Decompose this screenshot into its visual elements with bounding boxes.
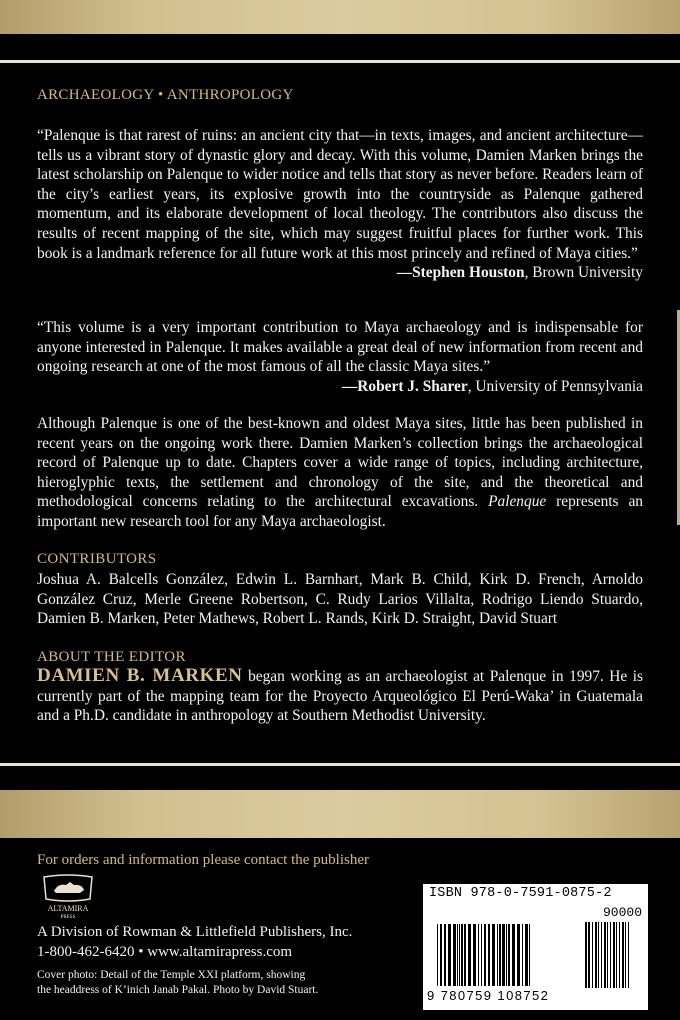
barcode-bar [484,924,486,986]
addon-bar [619,922,620,988]
photo-credit-line2: the headdress of K’inich Janab Pakal. Photo by David Stuart. [37,984,319,996]
isbn-barcode [423,884,648,1010]
barcode-bar [448,924,451,986]
quote-affiliation: , University of Pennsylvania [467,377,643,395]
barcode-bar [525,924,528,986]
addon-bar [604,922,606,988]
barcode-bar [459,924,460,986]
barcode-bar [444,924,446,986]
barcode-bar [529,924,530,986]
quote-text: “Palenque is that rarest of ruins: an ancient city that—in texts, images, and ancient architecture—tells us a vibrant story of dynastic glory and decay. With this volume, Damien Marken brings the latest scholarship on Palenque to wider notice and tells that story as never before. Readers learn of the city’s earliest years, its explosive growth into the countryside as Palenque gathered momentum, and its elaborate development of local theology. The contributors also discuss the results of recent mapping of the site, which may suggest fruitful places for further work. This book is a landmark reference for all future work at this most princely and refined of Maya cities.” [37,127,643,262]
addon-bar [588,922,590,988]
description-text-end: represents an important new research tool for any Maya archaeologist. [37,493,643,530]
barcode-bar [508,924,510,986]
addon-bar [585,922,587,988]
publisher-info [37,922,352,962]
quote-affiliation: , Brown University [524,264,643,282]
about-editor-text [37,666,643,726]
publisher-division: A Division of Rowman & Littlefield Publishers, Inc. [37,924,353,940]
barcode-bar [506,924,507,986]
addon-bar [628,922,629,988]
review-quote-houston [37,126,643,283]
barcode-bar [437,924,438,986]
barcode-bar [499,924,501,986]
quote-attribution [37,263,643,283]
addon-bar [601,922,602,988]
quote-attribution [37,377,643,397]
logo-text: ALTAMIRA [47,904,89,913]
barcode-bar [522,924,523,986]
addon-bar [616,922,617,988]
barcode-bar [473,924,476,986]
about-editor-heading: ABOUT THE EDITOR [37,649,186,665]
barcode-bar [464,924,466,986]
quote-author: —Robert J. Sharer [341,377,468,395]
editor-bio: began working as an archaeologist at Palenque in 1997. He is currently part of the mapping team for the Proyecto Arqueológico El Perú-Waka’ in Guatemala and a Ph.D. candidate in anthropology at Southern Methodist University. [37,668,643,725]
barcode-bar [461,924,463,986]
price-code: 90000 [602,905,642,920]
photo-credit [37,968,318,998]
review-quote-sharer [37,318,643,396]
quote-text: “This volume is a very important contribution to Maya archaeology and is indispensable for anyone interested in Palenque. It makes available a great deal of new information from recent and ongoing research at one of the most famous of all the classic Maya sites.” [37,319,643,376]
editor-name: DAMIEN B. MARKEN [37,665,243,686]
contributors-list: Joshua A. Balcells González, Edwin L. Barnhart, Mark B. Child, Kirk D. French, Arnoldo González Cruz, Merle Greene Robertson, C. Rudy Larios Villalta, Rodrigo Liendo Stuardo, Damien B. Marken, Peter Mathews, Robert L. Rands, Kirk D. Straight, David Stuart [37,571,643,628]
ean-number: 9 780759 108752 [427,988,550,1003]
barcode-bar [478,924,479,986]
barcode-bar [512,924,515,986]
description-title: Palenque [488,493,547,511]
publisher-logo-icon [40,873,96,919]
addon-bar [622,922,624,988]
category-label: ARCHAEOLOGY • ANTHROPOLOGY [37,87,294,103]
addon-bar [595,922,597,988]
contributors-heading: CONTRIBUTORS [37,551,157,567]
quote-author: —Stephen Houston [396,264,525,282]
logo-jaguar [54,882,84,893]
barcode-bar [502,924,505,986]
addon-bar [610,922,611,988]
barcode-bar [481,924,482,986]
barcode-bar [468,924,471,986]
top-divider [0,60,680,63]
addon-bar [613,922,615,988]
book-description [37,414,643,532]
barcode-bar [457,924,458,986]
publisher-contact: 1-800-462-6420 • www.altamirapress.com [37,944,293,960]
top-gold-band [0,0,680,34]
barcode-bar [440,924,442,986]
isbn-label: ISBN 978-0-7591-0875-2 [429,886,612,901]
logo-subtext: PRESS [60,915,76,919]
orders-info: For orders and information please contact the publisher [37,852,369,868]
bottom-divider [0,763,680,766]
barcode-bar [488,924,490,986]
addon-bar [598,922,599,988]
bottom-gold-band [0,790,680,838]
barcode-bar [453,924,456,986]
description-text: Although Palenque is one of the best-known and oldest Maya sites, little has been published in recent years on the ongoing work there. Damien Marken’s collection brings the archaeological record of Palenque up to date. Chapters cover a wide range of topics, including architecture, hieroglyphic texts, the settlement and chronology of the site, and the theoretical and methodological concerns relating to the architectural excavations. [37,415,643,511]
barcode-bar [517,924,520,986]
addon-bar [607,922,608,988]
addon-bar [625,922,626,988]
barcode-bar [497,924,498,986]
photo-credit-line1: Cover photo: Detail of the Temple XXI platform, showing [37,969,306,981]
barcode-bar [492,924,495,986]
addon-bar [592,922,593,988]
